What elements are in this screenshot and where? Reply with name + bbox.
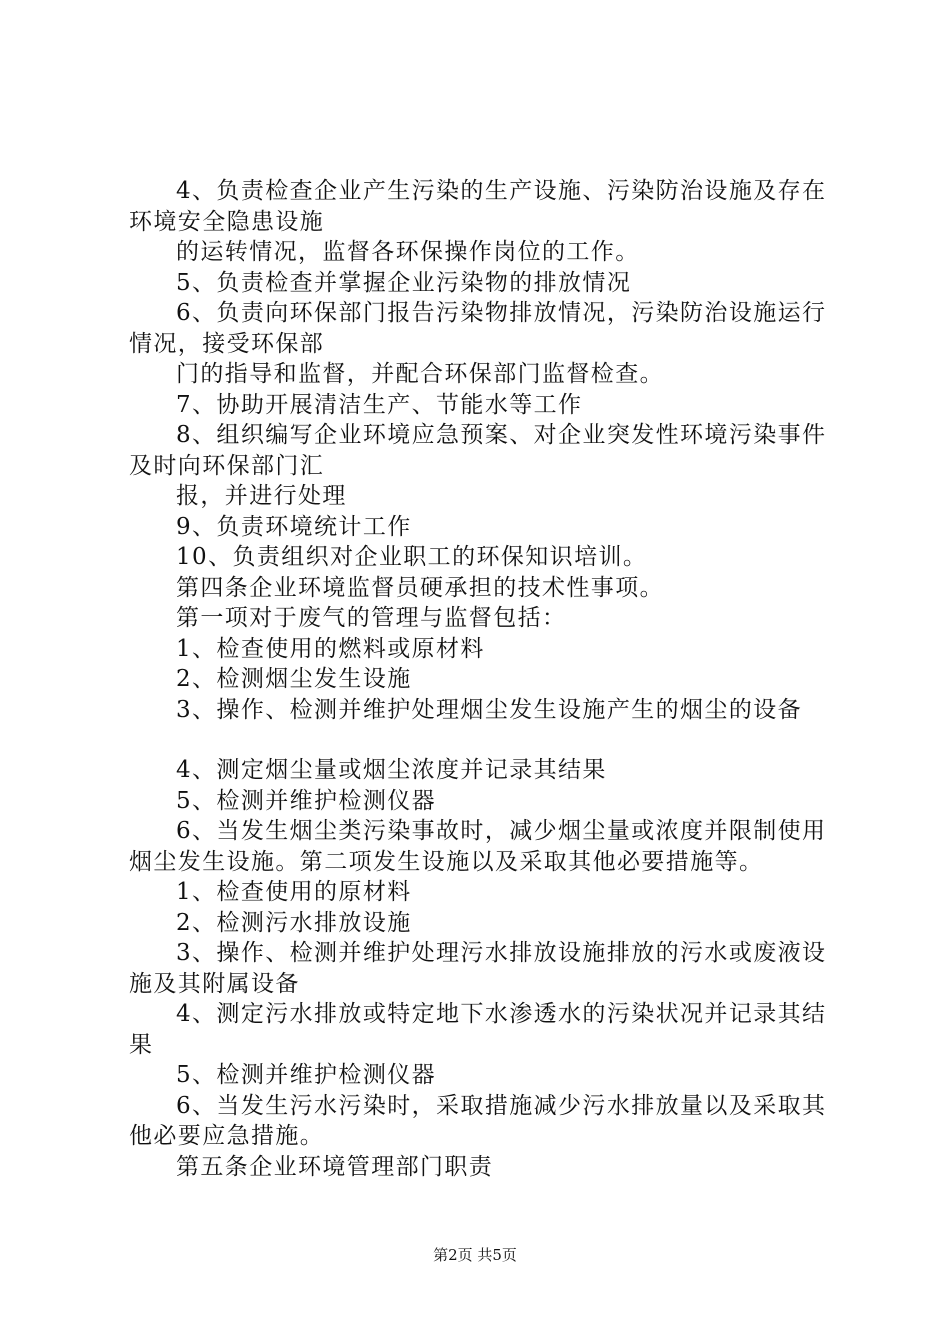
gas-item-5: 5、检测并维护检测仪器: [176, 787, 437, 814]
paragraph-4-duty-cont: 的运转情况，监督各环保操作岗位的工作。: [176, 239, 640, 265]
paragraph-6-duty-cont: 门的指导和监督，并配合环保部门监督检查。: [176, 361, 664, 387]
gas-item-3: 3、操作、检测并维护处理烟尘发生设施产生的烟尘的设备: [176, 696, 803, 723]
article-4-heading: 第四条企业环境监督员硬承担的技术性事项。: [176, 574, 664, 601]
page-number-footer: 第2页 共5页: [433, 1246, 517, 1264]
water-item-1: 1、检查使用的原材料: [176, 879, 412, 905]
paragraph-7-duty: 7、协助开展清洁生产、节能水等工作: [176, 391, 583, 418]
paragraph-9-duty: 9、负责环境统计工作: [176, 513, 412, 540]
gas-item-2: 2、检测烟尘发生设施: [176, 666, 412, 692]
water-item-4: 4、测定污水排放或特定地下水渗透水的污染状况并记录其结果: [129, 1001, 827, 1058]
water-item-3: 3、操作、检测并维护处理污水排放设施排放的污水或废液设施及其附属设备: [129, 940, 827, 997]
article-5-heading: 第五条企业环境管理部门职责: [176, 1153, 494, 1180]
paragraph-6-duty: 6、负责向环保部门报告污染物排放情况，污染防治设施运行情况，接受环保部: [129, 300, 827, 357]
gas-item-1: 1、检查使用的燃料或原材料: [176, 635, 485, 662]
water-item-5: 5、检测并维护检测仪器: [176, 1062, 437, 1088]
item-1-heading: 第一项对于废气的管理与监督包括：: [176, 605, 567, 631]
document-body: [129, 176, 834, 1182]
paragraph-8-duty: 8、组织编写企业环境应急预案、对企业突发性环境污染事件及时向环保部门汇: [129, 422, 827, 479]
gas-item-4: 4、测定烟尘量或烟尘浓度并记录其结果: [176, 757, 607, 783]
gas-item-6: 6、当发生烟尘类污染事故时，减少烟尘量或浓度并限制使用烟尘发生设施。第二项发生设施以及采取其他必要措施等。: [129, 818, 827, 875]
paragraph-5-duty: 5、负责检查并掌握企业污染物的排放情况: [176, 269, 632, 296]
water-item-2: 2、检测污水排放设施: [176, 909, 412, 936]
paragraph-10-duty: 10、负责组织对企业职工的环保知识培训。: [176, 544, 648, 570]
water-item-6: 6、当发生污水污染时，采取措施减少污水排放量以及采取其他必要应急措施。: [129, 1092, 827, 1149]
paragraph-4-duty: 4、负责检查企业产生污染的生产设施、污染防治设施及存在环境安全隐患设施: [129, 178, 827, 235]
paragraph-8-duty-cont: 报，并进行处理: [176, 483, 347, 509]
